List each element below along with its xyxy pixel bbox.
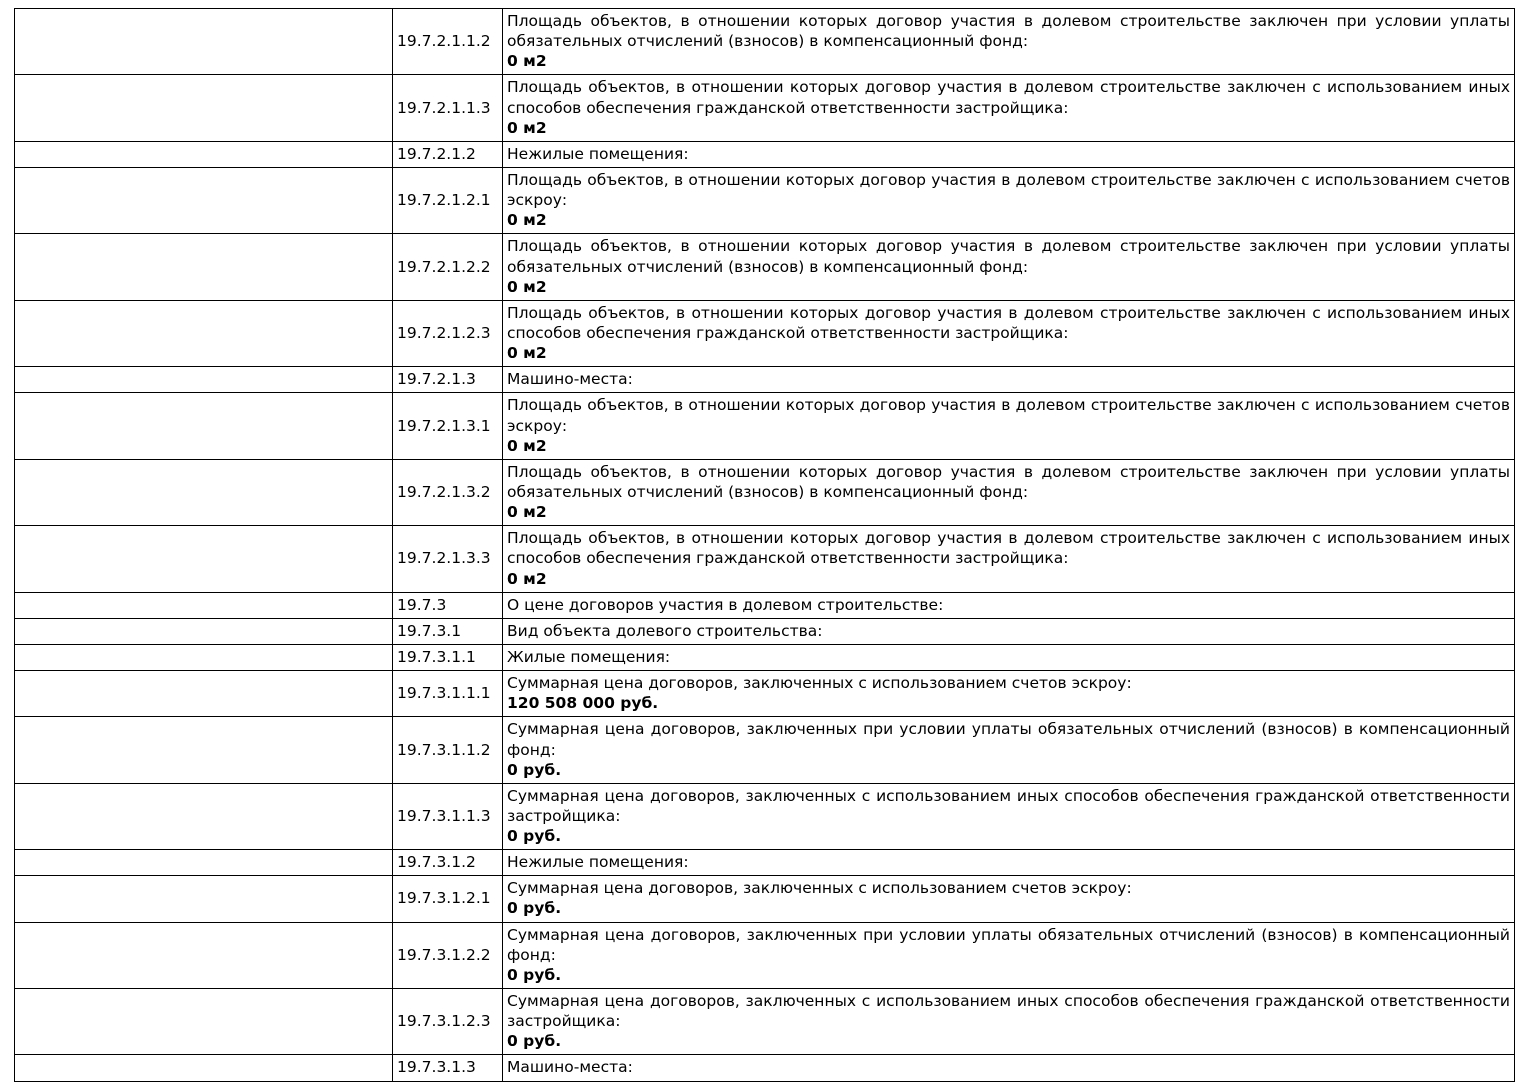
row-code-cell: 19.7.2.1.2.2 (393, 234, 503, 300)
row-spacer-cell (15, 1055, 393, 1081)
table-row (15, 876, 1515, 922)
row-description-cell (503, 717, 1515, 783)
row-code-cell: 19.7.2.1.3.2 (393, 459, 503, 525)
table-row (15, 459, 1515, 525)
table-row (15, 1055, 1515, 1081)
row-code-cell: 19.7.3.1.2.3 (393, 989, 503, 1055)
row-value-text: 0 руб. (507, 899, 562, 918)
row-value-text: 0 м2 (507, 277, 547, 296)
table-row (15, 234, 1515, 300)
row-spacer-cell (15, 393, 393, 459)
row-code-cell: 19.7.3.1.1.2 (393, 717, 503, 783)
row-spacer-cell (15, 75, 393, 141)
row-description-text: Площадь объектов, в отношении которых договор участия в долевом строительстве заключен при условии уплаты обязательных отчислений (взносов) в компенсационный фонд: (507, 462, 1510, 501)
row-spacer-cell (15, 592, 393, 618)
row-description-cell (503, 367, 1515, 393)
row-description-text: Машино-места: (507, 1058, 633, 1077)
row-spacer-cell (15, 783, 393, 849)
row-code-cell: 19.7.3.1.1.1 (393, 671, 503, 717)
table-row (15, 367, 1515, 393)
row-value-text: 0 м2 (507, 118, 547, 137)
row-description-cell (503, 592, 1515, 618)
row-code-cell: 19.7.3 (393, 592, 503, 618)
row-code-cell: 19.7.2.1.2.1 (393, 167, 503, 233)
row-spacer-cell (15, 459, 393, 525)
row-spacer-cell (15, 989, 393, 1055)
table-row (15, 9, 1515, 75)
row-description-text: Площадь объектов, в отношении которых договор участия в долевом строительстве заключен с использованием счетов эскроу: (507, 170, 1510, 210)
table-row (15, 850, 1515, 876)
row-description-cell (503, 393, 1515, 459)
row-value-text: 0 м2 (507, 211, 547, 230)
row-description-text: Площадь объектов, в отношении которых договор участия в долевом строительстве заключен с использованием иных способов обеспечения гражданской ответственности застройщика: (507, 303, 1510, 342)
row-value-text: 120 508 000 руб. (507, 694, 659, 713)
row-spacer-cell (15, 717, 393, 783)
row-value-text: 0 м2 (507, 344, 547, 363)
row-value-text: 0 м2 (507, 52, 547, 71)
row-value-text: 0 руб. (507, 1032, 562, 1051)
row-code-cell: 19.7.2.1.1.2 (393, 9, 503, 75)
row-code-cell: 19.7.3.1.2.2 (393, 922, 503, 988)
table-row (15, 644, 1515, 670)
row-description-cell (503, 167, 1515, 233)
row-description-cell (503, 9, 1515, 75)
row-value-text: 0 руб. (507, 760, 562, 779)
row-description-text: Площадь объектов, в отношении которых договор участия в долевом строительстве заключен при условии уплаты обязательных отчислений (взносов) в компенсационный фонд: (507, 237, 1510, 276)
row-value-text: 0 м2 (507, 436, 547, 455)
row-spacer-cell (15, 671, 393, 717)
row-code-cell: 19.7.3.1.1 (393, 644, 503, 670)
row-description-cell (503, 459, 1515, 525)
row-description-cell (503, 783, 1515, 849)
row-description-text: Суммарная цена договоров, заключенных с использованием иных способов обеспечения гражданской ответственности застройщика: (507, 992, 1510, 1031)
row-spacer-cell (15, 167, 393, 233)
row-code-cell: 19.7.2.1.3.3 (393, 526, 503, 592)
row-spacer-cell (15, 850, 393, 876)
row-description-cell (503, 526, 1515, 592)
row-description-text: Машино-места: (507, 370, 633, 389)
row-spacer-cell (15, 300, 393, 366)
table-row (15, 167, 1515, 233)
row-description-text: Жилые помещения: (507, 647, 671, 666)
row-description-text: Площадь объектов, в отношении которых договор участия в долевом строительстве заключен с использованием счетов эскроу: (507, 396, 1510, 435)
row-description-text: Суммарная цена договоров, заключенных с использованием счетов эскроу: (507, 879, 1132, 898)
table-row (15, 618, 1515, 644)
row-code-cell: 19.7.2.1.2 (393, 141, 503, 167)
row-description-cell (503, 300, 1515, 366)
row-spacer-cell (15, 9, 393, 75)
row-description-cell (503, 75, 1515, 141)
row-code-cell: 19.7.2.1.1.3 (393, 75, 503, 141)
table-row (15, 141, 1515, 167)
project-declaration-table (14, 8, 1515, 1082)
row-value-text: 0 м2 (507, 503, 547, 522)
row-description-text: Площадь объектов, в отношении которых договор участия в долевом строительстве заключен с использованием иных способов обеспечения гражданской ответственности застройщика: (507, 78, 1510, 117)
row-description-text: Суммарная цена договоров, заключенных с использованием счетов эскроу: (507, 674, 1132, 693)
row-description-cell (503, 671, 1515, 717)
row-code-cell: 19.7.3.1.1.3 (393, 783, 503, 849)
row-code-cell: 19.7.2.1.3.1 (393, 393, 503, 459)
row-description-text: Площадь объектов, в отношении которых договор участия в долевом строительстве заключен при условии уплаты обязательных отчислений (взносов) в компенсационный фонд: (507, 12, 1510, 51)
row-spacer-cell (15, 922, 393, 988)
row-description-cell (503, 234, 1515, 300)
row-code-cell: 19.7.2.1.2.3 (393, 300, 503, 366)
row-description-cell (503, 644, 1515, 670)
row-description-text: Площадь объектов, в отношении которых договор участия в долевом строительстве заключен с использованием иных способов обеспечения гражданской ответственности застройщика: (507, 529, 1510, 568)
row-code-cell: 19.7.2.1.3 (393, 367, 503, 393)
row-value-text: 0 руб. (507, 827, 562, 846)
table-row (15, 393, 1515, 459)
row-spacer-cell (15, 234, 393, 300)
table-row (15, 671, 1515, 717)
table-row (15, 592, 1515, 618)
row-value-text: 0 м2 (507, 569, 547, 588)
row-spacer-cell (15, 141, 393, 167)
row-spacer-cell (15, 644, 393, 670)
row-description-text: Суммарная цена договоров, заключенных при условии уплаты обязательных отчислений (взносов) в компенсационный фонд: (507, 925, 1510, 964)
row-spacer-cell (15, 876, 393, 922)
row-spacer-cell (15, 618, 393, 644)
row-description-text: Суммарная цена договоров, заключенных при условии уплаты обязательных отчислений (взносов) в компенсационный фонд: (507, 720, 1510, 759)
table-row (15, 526, 1515, 592)
row-description-text: Нежилые помещения: (507, 853, 689, 872)
table-row (15, 922, 1515, 988)
table-row (15, 783, 1515, 849)
row-description-cell (503, 876, 1515, 922)
row-value-text: 0 руб. (507, 965, 562, 984)
table-row (15, 989, 1515, 1055)
table-row (15, 717, 1515, 783)
row-description-text: Нежилые помещения: (507, 144, 689, 163)
row-description-cell (503, 141, 1515, 167)
row-spacer-cell (15, 526, 393, 592)
row-description-cell (503, 922, 1515, 988)
row-description-text: О цене договоров участия в долевом строительстве: (507, 595, 944, 614)
row-code-cell: 19.7.3.1.2 (393, 850, 503, 876)
row-spacer-cell (15, 367, 393, 393)
row-description-cell (503, 1055, 1515, 1081)
row-description-text: Вид объекта долевого строительства: (507, 621, 823, 640)
table-row (15, 75, 1515, 141)
table-row (15, 300, 1515, 366)
row-description-text: Суммарная цена договоров, заключенных с использованием иных способов обеспечения гражданской ответственности застройщика: (507, 786, 1510, 825)
row-description-cell (503, 850, 1515, 876)
row-code-cell: 19.7.3.1.2.1 (393, 876, 503, 922)
row-code-cell: 19.7.3.1 (393, 618, 503, 644)
row-description-cell (503, 989, 1515, 1055)
table-body (15, 9, 1515, 1082)
row-code-cell: 19.7.3.1.3 (393, 1055, 503, 1081)
row-description-cell (503, 618, 1515, 644)
